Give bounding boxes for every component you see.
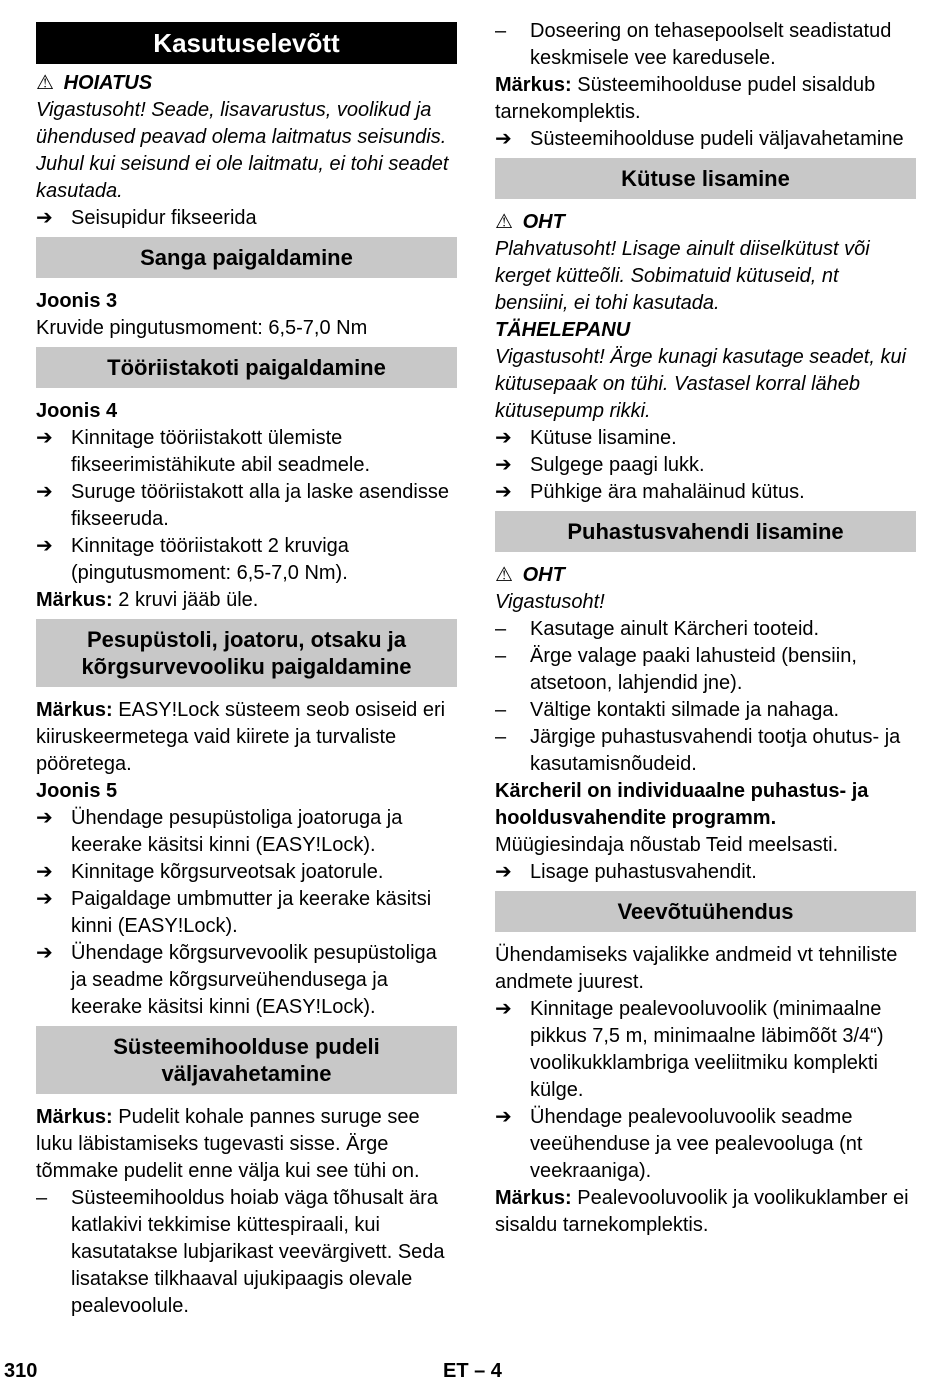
warning-text: Vigastusoht! Seade, lisavarustus, voolikud ja ühendused peavad olema laitmatus seisundis. Juhul kui seisund ei ole laitmatu, ei tohi seadet kasutada. [36,99,449,202]
section-title-detergent: Puhastusvahendi lisamine [495,511,916,552]
step-text: Pühkige ära mahaläinud kütus. [530,481,805,503]
step-item [36,425,457,479]
note [495,72,916,126]
step-item [495,479,916,506]
danger-heading [495,562,916,589]
dash-item [495,697,916,724]
step-item [36,479,457,533]
step-item [495,996,916,1104]
section-title-sang: Sanga paigaldamine [36,237,457,278]
dash-marker: – [495,726,507,748]
page-number: 310 [4,1360,38,1382]
warning-heading [36,70,457,97]
warning-title: HOIATUS [63,72,153,94]
arrow-icon: ➔ [36,942,53,964]
figure-ref: Joonis 4 [36,400,118,422]
step-item [36,859,457,886]
arrow-icon: ➔ [36,481,53,503]
note-text: Pealevooluvoolik ja voolikuklamber ei sisaldu tarnekomplektis. [495,1187,909,1236]
dash-item [36,1185,457,1320]
dash-marker: – [495,645,507,667]
arrow-icon: ➔ [495,481,512,503]
step-item [36,205,457,232]
section-title-toolbag: Tööriistakoti paigaldamine [36,347,457,388]
danger-title: OHT [522,564,565,586]
section-title-bottle: Süsteemihoolduse pudeli väljavahetamine [36,1026,457,1094]
dash-marker: – [495,618,507,640]
step-text: Ühendage kõrgsurvevoolik pesupüstoliga ja seadme kõrgsurveühendusega ja keerake käsitsi kinni (EASY!Lock). [71,942,437,1018]
page-code: ET – 4 [443,1360,502,1382]
note-text: 2 kruvi jääb üle. [118,589,259,611]
step-text: Kinnitage tööriistakott 2 kruviga (pingutusmoment: 6,5-7,0 Nm). [71,535,349,584]
dealer-text: Müügiesindaja nõustab Teid meelsasti. [495,834,839,856]
note-text: Pudelit kohale pannes suruge see luku läbistamiseks tugevasti sisse. Ärge tõmmake pudelit enne välja kui see tühi on. [36,1106,420,1182]
note [495,1185,916,1239]
arrow-icon: ➔ [36,888,53,910]
dash-text: Kasutage ainult Kärcheri tooteid. [530,618,820,640]
step-text: Ühendage pealevooluvoolik seadme veeühenduse ja vee pealevooluga (nt veekraaniga). [530,1106,863,1182]
arrow-icon: ➔ [495,454,512,476]
section-title-water: Veevõtuühendus [495,891,916,932]
dash-text: Süsteemihooldus hoiab väga tõhusalt ära katlakivi tekkimise küttespiraali, kui kasutatakse lubjarikast veevärgivett. Seda lisatakse tilkhaaval ujukipaagis olevale pealevoolule. [71,1187,445,1317]
arrow-icon: ➔ [36,861,53,883]
danger-heading [495,209,916,236]
warning-triangle-icon: ⚠ [495,211,513,233]
dash-item [495,18,916,72]
note [36,1104,457,1185]
dash-text: Järgige puhastusvahendi tootja ohutus- ja kasutamisnõudeid. [530,726,901,775]
figure-ref: Joonis 5 [36,780,118,802]
arrow-icon: ➔ [495,427,512,449]
note-label: Märkus: [36,589,113,611]
step-text: Paigaldage umbmutter ja keerake käsitsi kinni (EASY!Lock). [71,888,432,937]
step-item [495,452,916,479]
arrow-icon: ➔ [495,861,512,883]
arrow-icon: ➔ [36,807,53,829]
torque-text: Kruvide pingutusmoment: 6,5-7,0 Nm [36,317,368,339]
section-title-fuel: Kütuse lisamine [495,158,916,199]
dash-item [495,643,916,697]
section-title-spraygun: Pesupüstoli, joatoru, otsaku ja kõrgsurvevooliku paigaldamine [36,619,457,687]
step-item [36,805,457,859]
step-text: Süsteemihoolduse pudeli väljavahetamine [530,128,904,150]
dash-item [495,616,916,643]
note [36,587,457,614]
note [36,697,457,778]
warning-triangle-icon: ⚠ [36,72,54,94]
dash-marker: – [495,699,507,721]
note-label: Märkus: [36,699,113,721]
step-text: Lisage puhastusvahendit. [530,861,757,883]
step-text: Kinnitage pealevooluvoolik (minimaalne pikkus 7,5 m, minimaalne läbimõõt 3/4“) voolikukklambriga veeliitmiku komplekti külge. [530,998,884,1101]
step-text: Ühendage pesupüstoliga joatoruga ja keerake käsitsi kinni (EASY!Lock). [71,807,403,856]
attention-title: TÄHELEPANU [495,319,631,341]
dash-text: Doseering on tehasepoolselt seadistatud keskmisele vee karedusele. [530,20,892,69]
warning-triangle-icon: ⚠ [495,564,513,586]
right-column [495,18,916,1239]
step-text: Seisupidur fikseerida [71,207,257,229]
step-item [495,859,916,886]
danger-title: OHT [522,211,565,233]
step-item [36,940,457,1021]
step-text: Kinnitage kõrgsurveotsak joatorule. [71,861,384,883]
step-item [495,425,916,452]
dash-text: Vältige kontakti silmade ja nahaga. [530,699,840,721]
step-item [36,886,457,940]
note-text: Süsteemihoolduse pudel sisaldub tarnekomplektis. [495,74,876,123]
step-text: Suruge tööriistakott alla ja laske asendisse fikseeruda. [71,481,449,530]
step-item [495,126,916,153]
step-text: Sulgege paagi lukk. [530,454,705,476]
step-text: Kinnitage tööriistakott ülemiste fikseerimistähikute abil seadmele. [71,427,371,476]
note-label: Märkus: [495,1187,572,1209]
dash-text: Ärge valage paaki lahusteid (bensiin, atsetoon, lahjendid jne). [530,645,857,694]
note-text: EASY!Lock süsteem seob osiseid eri kiiruskeermetega vaid kiirete ja turvaliste pööretega. [36,699,446,775]
arrow-icon: ➔ [495,998,512,1020]
danger-text: Vigastusoht! [495,591,605,613]
note-label: Märkus: [495,74,572,96]
dash-marker: – [495,20,507,42]
arrow-icon: ➔ [495,128,512,150]
step-text: Kütuse lisamine. [530,427,677,449]
title-kasutuselevott: Kasutuselevõtt [36,22,457,64]
attention-text: Vigastusoht! Ärge kunagi kasutage seadet, kui kütusepaak on tühi. Vastasel korral läheb kütusepump rikki. [495,346,907,422]
arrow-icon: ➔ [36,427,53,449]
step-item [495,1104,916,1185]
water-text: Ühendamiseks vajalikke andmeid vt tehniliste andmete juurest. [495,944,898,993]
dash-marker: – [36,1187,48,1209]
step-item [36,533,457,587]
arrow-icon: ➔ [36,207,53,229]
figure-ref: Joonis 3 [36,290,118,312]
left-column [36,18,457,1320]
danger-text: Plahvatusoht! Lisage ainult diiselkütust või kerget kütteõli. Sobimatuid kütuseid, nt bensiini, ei tohi kasutada. [495,238,870,314]
program-text: Kärcheril on individuaalne puhastus- ja hooldusvahendite programm. [495,780,869,829]
dash-item [495,724,916,778]
note-label: Märkus: [36,1106,113,1128]
arrow-icon: ➔ [36,535,53,557]
arrow-icon: ➔ [495,1106,512,1128]
